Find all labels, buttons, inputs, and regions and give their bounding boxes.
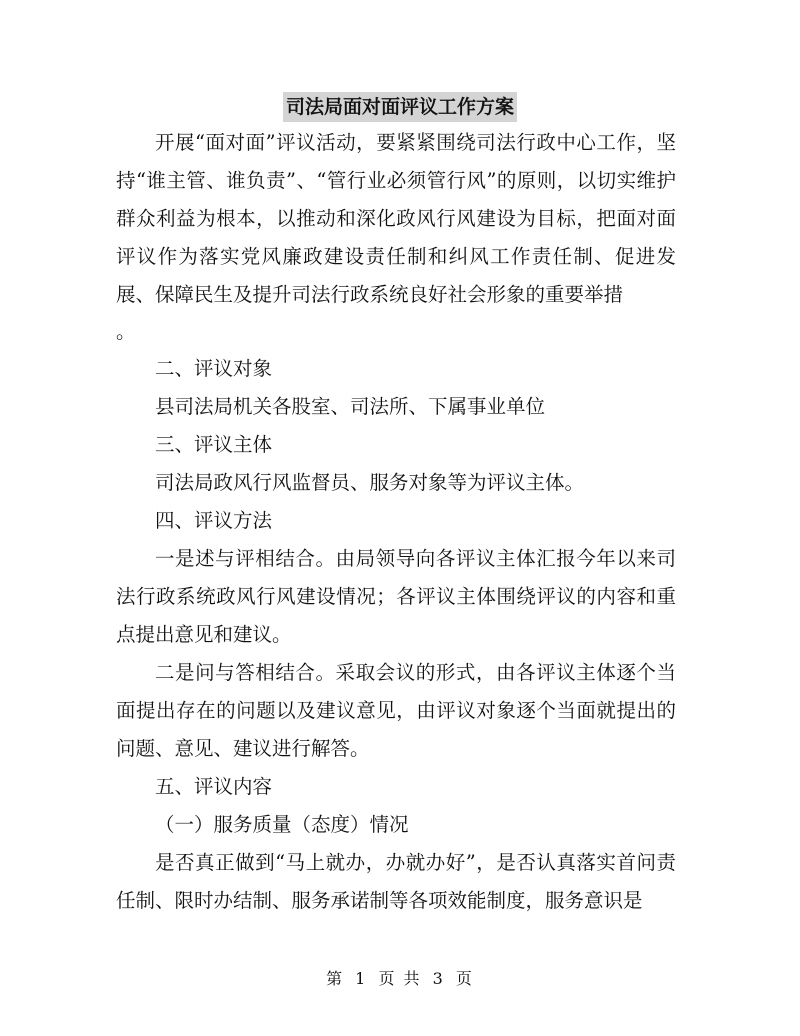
title-container [0, 92, 800, 122]
page-title: 司法局面对面评议工作方案 [283, 92, 517, 122]
paragraph-method-two: 二是问与答相结合。采取会议的形式，由各评议主体逐个当面提出存在的问题以及建议意见，由评议对象逐个当面就提出的问题、意见、建议进行解答。 [116, 661, 676, 760]
footer-prefix: 第 [326, 969, 345, 988]
paragraph-objects: 县司法局机关各股室、司法所、下属事业单位 [155, 395, 546, 418]
document-body [116, 124, 676, 920]
paragraph-method-one: 一是述与评相结合。由局领导向各评议主体汇报今年以来司法行政系统政风行风建设情况；各评议主体围绕评议的内容和重点提出意见和建议。 [116, 547, 676, 646]
paragraph-subjects: 司法局政风行风监督员、服务对象等为评议主体。 [155, 471, 585, 494]
footer-middle: 页 共 [378, 969, 422, 988]
subsection-heading-service: （一）服务质量（态度）情况 [155, 813, 409, 836]
page-footer [0, 966, 800, 989]
section-heading-objects: 二、评议对象 [155, 357, 273, 380]
footer-suffix: 页 [455, 969, 474, 988]
paragraph-service: 是否真正做到“马上就办，办就办好”，是否认真落实首问责任制、限时办结制、服务承诺制等各项效能制度，服务意识是 [116, 851, 676, 912]
section-heading-content: 五、评议内容 [155, 775, 273, 798]
footer-current-page: 1 [355, 969, 368, 988]
paragraph-period: 。 [116, 320, 136, 343]
section-heading-subjects: 三、评议主体 [155, 433, 273, 456]
section-heading-methods: 四、评议方法 [155, 509, 273, 532]
footer-total-pages: 3 [432, 969, 445, 988]
paragraph-intro: 开展“面对面”评议活动，要紧紧围绕司法行政中心工作，坚持“谁主管、谁负责”、“管行业必须管行风”的原则，以切实维护群众利益为根本，以推动和深化政风行风建设为目标，把面对面评议作为落实党风廉政建设责任制和纠风工作责任制、促进发展、保障民生及提升司法行政系统良好社会形象的重要举措 [116, 131, 676, 306]
